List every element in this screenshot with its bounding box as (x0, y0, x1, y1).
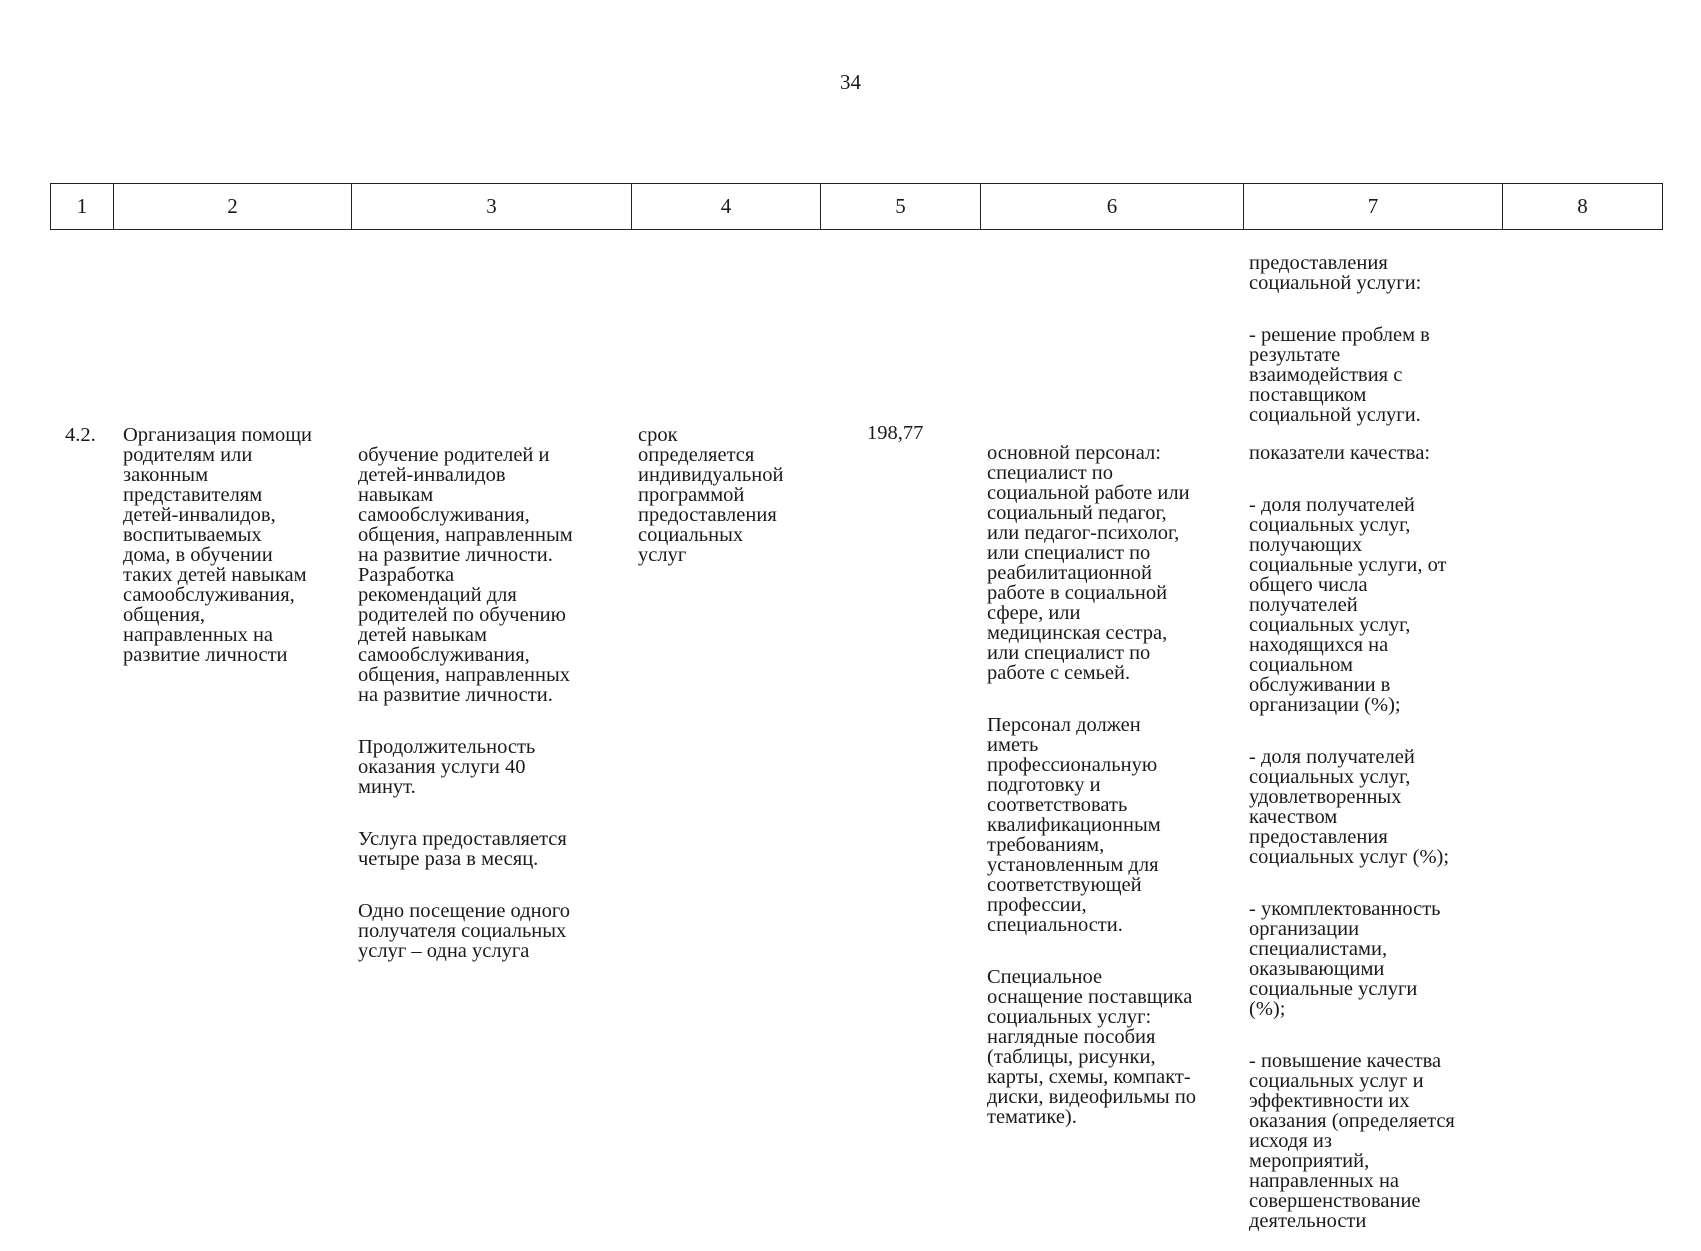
quality-paragraph: - укомплектованность организации специалистами, оказывающими социальные услуги (%); (1249, 898, 1441, 1020)
description-paragraph: Продолжительность оказания услуги 40 минут. (358, 736, 536, 798)
service-description-cell (358, 425, 633, 981)
conditions-paragraph: основной персонал: специалист по социальной работе или социальный педагог, или педагог-психолог, или специалист по реабилитационной работе в социальной сфере, или медицинская сестра, или специалист по работе с семьей. (987, 442, 1190, 684)
quality-paragraph: - доля получателей социальных услуг, получающих социальные услуги, от общего числа получателей социальных услуг, находящихся на социальном обслуживании в организации (%); (1249, 494, 1447, 716)
column-number: 3 (352, 184, 632, 230)
row-number: 4.2. (65, 424, 96, 446)
description-paragraph: Услуга предоставляется четыре раза в месяц. (358, 828, 567, 870)
continuation-quality-cell (1249, 233, 1504, 445)
description-paragraph: Одно посещение одного получателя социальных услуг – одна услуга (358, 900, 570, 962)
column-number: 8 (1503, 184, 1663, 230)
quality-paragraph: - повышение качества социальных услуг и эффективности их оказания (определяется исходя из мероприятий, направленных на совершенствование деятельности (1249, 1050, 1455, 1232)
continuation-paragraph: - решение проблем в результате взаимодействия с поставщиком социальной услуги. (1249, 324, 1430, 426)
service-name-cell: Организация помощи родителям или законным представителям детей-инвалидов, воспитываемых дома, в обучении таких детей навыкам самообслуживания, общения, направленных на развитие личности (123, 424, 313, 666)
quality-paragraph: - доля получателей социальных услуг, удовлетворенных качеством предоставления социальных услуг (%); (1249, 746, 1450, 868)
page-number: 34 (840, 70, 861, 94)
column-number: 7 (1244, 184, 1503, 230)
conditions-paragraph: Персонал должен иметь профессиональную подготовку и соответствовать квалификационным требованиям, установленным для соответствующей профессии, специальности. (987, 714, 1161, 936)
column-number: 4 (632, 184, 821, 230)
tariff-cell: 198,77 (867, 422, 924, 444)
service-conditions-cell (987, 423, 1247, 1147)
quality-indicators-cell (1249, 423, 1509, 1251)
column-number: 6 (981, 184, 1244, 230)
conditions-paragraph: Специальное оснащение поставщика социальных услуг: наглядные пособия (таблицы, рисунки, карты, схемы, компакт- диски, видеофильмы по тематике). (987, 966, 1197, 1128)
description-paragraph: обучение родителей и детей-инвалидов навыкам самообслуживания, общения, направленным на развитие личности. Разработка рекомендаций для родителей по обучению детей навыкам самообслуживания, общения, направленных на развитие личности. (358, 444, 573, 706)
continuation-paragraph: предоставления социальной услуги: (1249, 252, 1422, 294)
column-number: 5 (821, 184, 981, 230)
quality-paragraph: показатели качества: (1249, 442, 1431, 464)
service-term-cell: срок определяется индивидуальной программой предоставления социальных услуг (638, 424, 784, 566)
column-number-header (50, 183, 1663, 230)
column-number: 1 (51, 184, 114, 230)
column-number: 2 (114, 184, 352, 230)
